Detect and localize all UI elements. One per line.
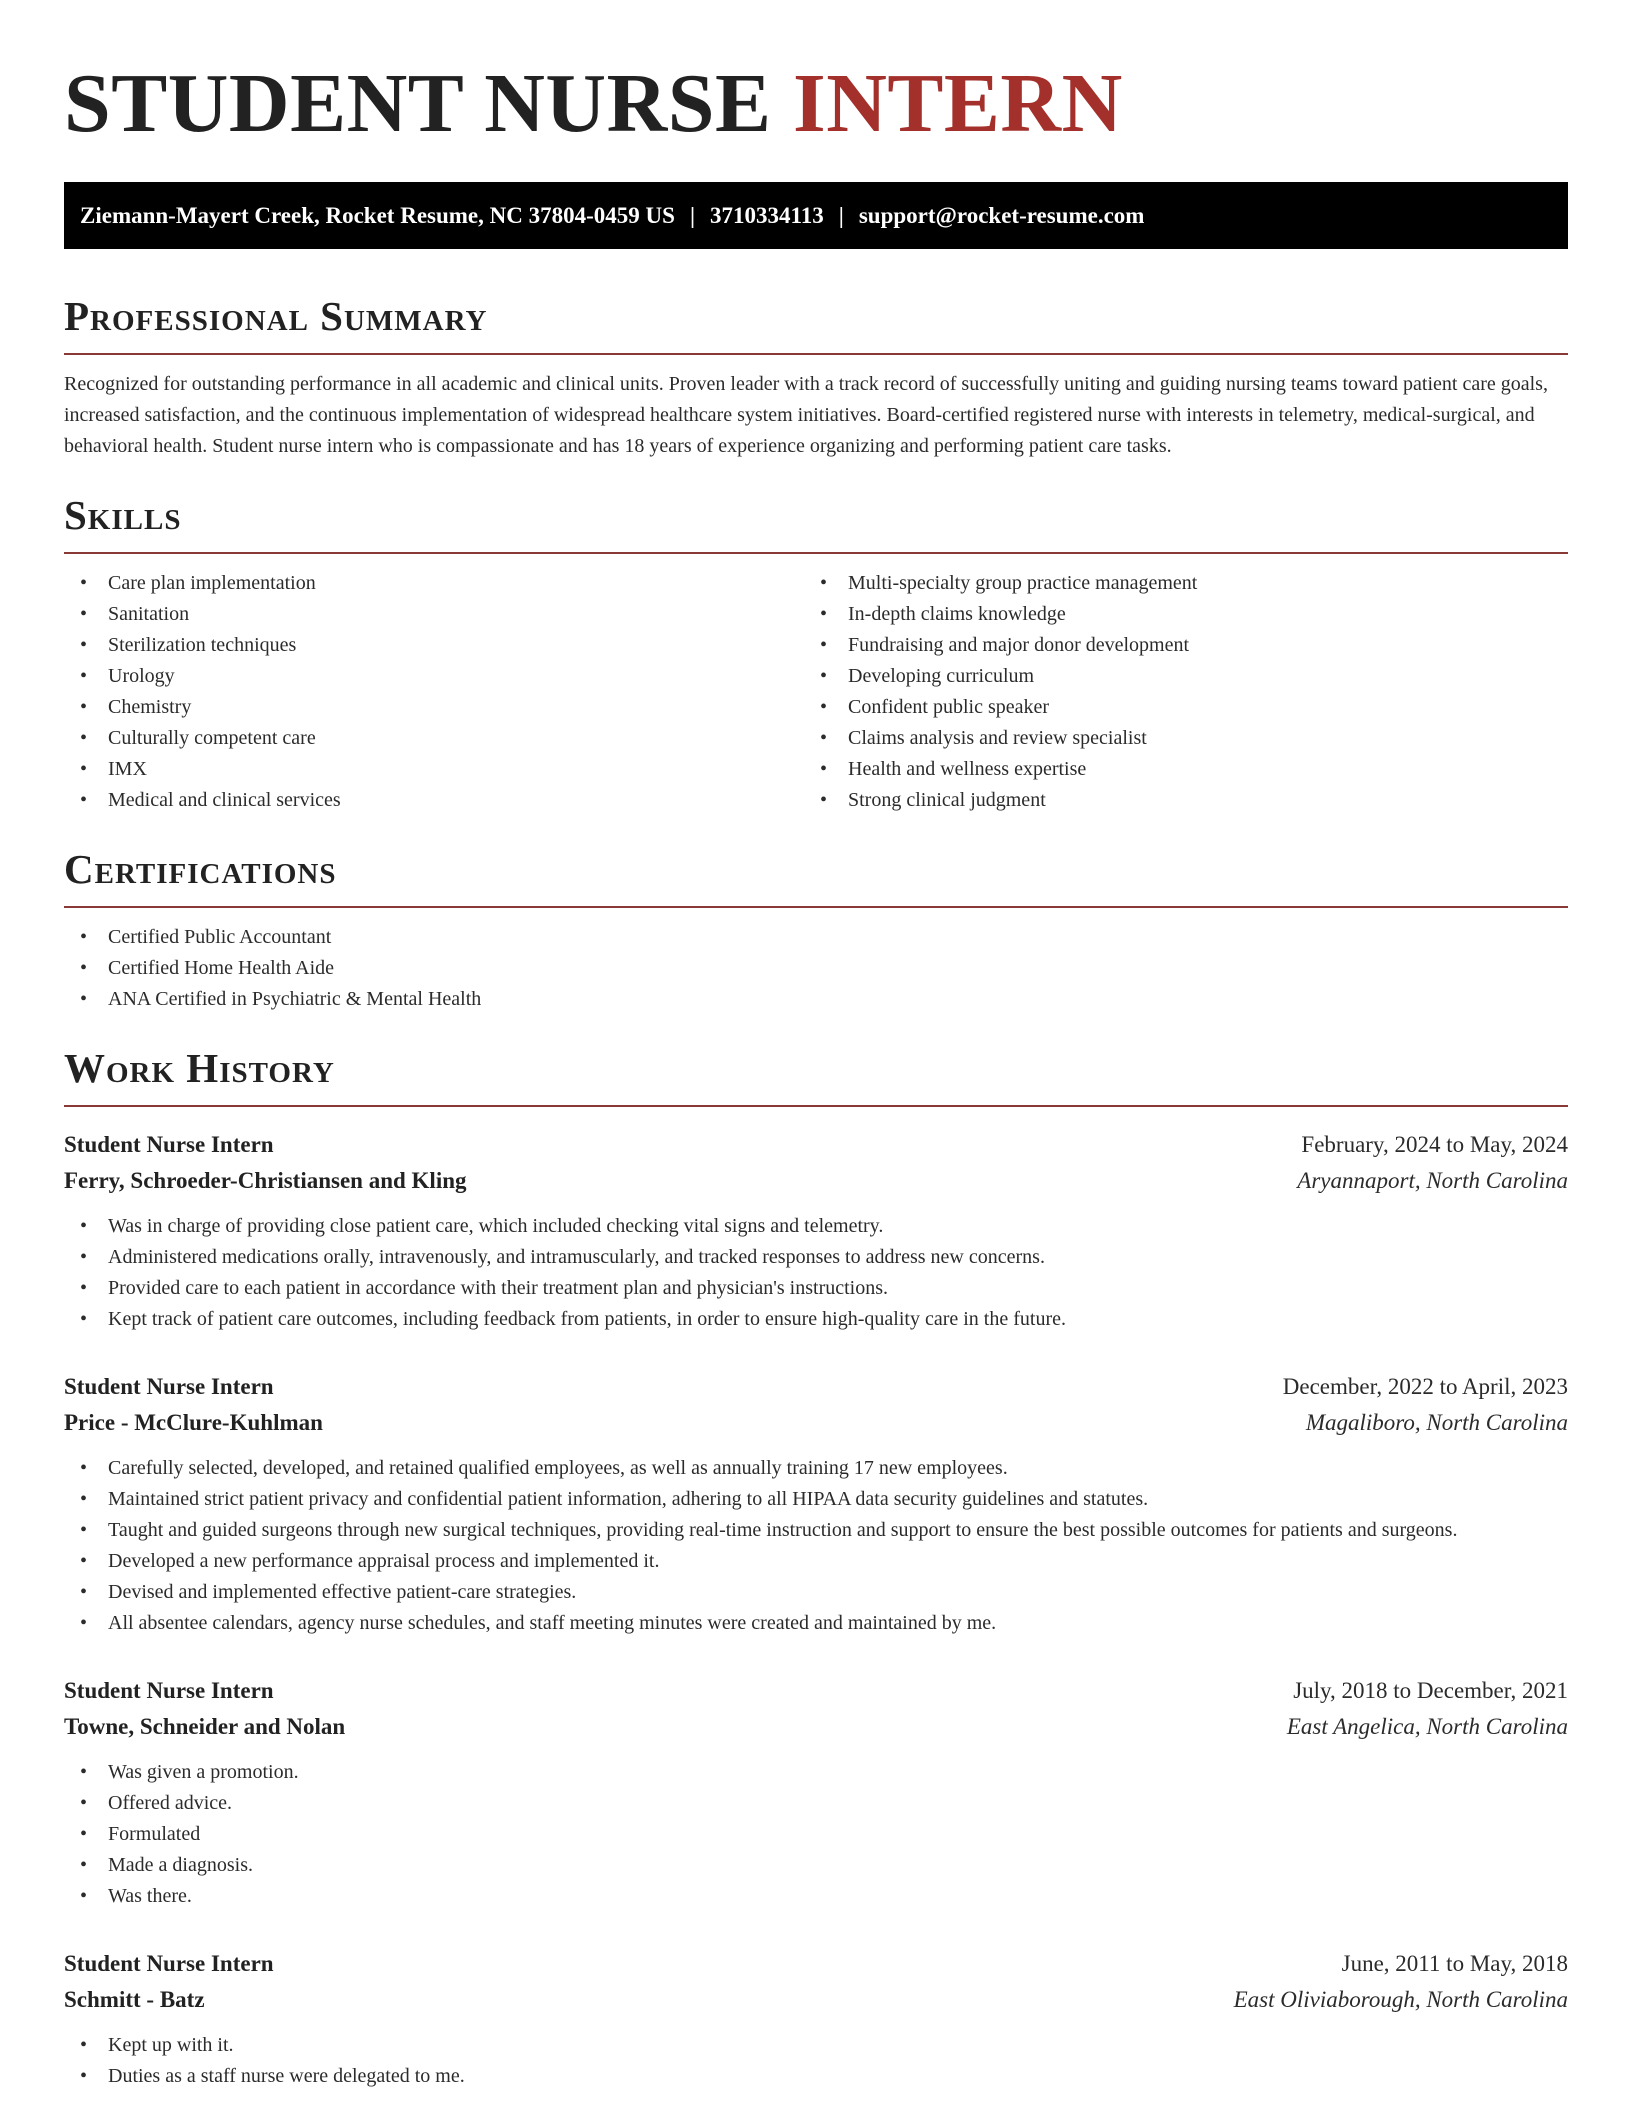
contact-bar bbox=[64, 182, 1568, 249]
job-title: Student Nurse Intern bbox=[64, 1678, 274, 1703]
skill-item: • Chemistry bbox=[64, 692, 804, 723]
job-entry bbox=[64, 1127, 1568, 1335]
job-duties-list bbox=[64, 2030, 1568, 2092]
resume-page bbox=[64, 0, 1568, 2092]
job-company-row bbox=[64, 1163, 1568, 1199]
contact-separator: | bbox=[689, 202, 696, 228]
skill-item: • Medical and clinical services bbox=[64, 785, 804, 816]
job-duties-list bbox=[64, 1211, 1568, 1335]
skill-item: • Multi-specialty group practice management bbox=[804, 568, 1544, 599]
certification-item: • Certified Home Health Aide bbox=[64, 953, 1568, 984]
job-duty-item: • Was there. bbox=[64, 1881, 1568, 1912]
job-company: Towne, Schneider and Nolan bbox=[64, 1714, 346, 1739]
job-company-row bbox=[64, 1982, 1568, 2018]
job-title: Student Nurse Intern bbox=[64, 1374, 274, 1399]
section-divider bbox=[64, 1105, 1568, 1107]
job-entry bbox=[64, 1946, 1568, 2092]
skill-item: • Care plan implementation bbox=[64, 568, 804, 599]
job-entry bbox=[64, 1673, 1568, 1912]
skill-item: • Confident public speaker bbox=[804, 692, 1544, 723]
job-header-row bbox=[64, 1369, 1568, 1405]
job-duty-item: • Developed a new performance appraisal process and implemented it. bbox=[64, 1546, 1568, 1577]
job-duty-item: • Was given a promotion. bbox=[64, 1757, 1568, 1788]
skills-section bbox=[64, 490, 1568, 816]
job-duty-item: • Maintained strict patient privacy and confidential patient information, adhering to all HIPAA data security guidelines and statutes. bbox=[64, 1484, 1568, 1515]
contact-address: Ziemann-Mayert Creek, Rocket Resume, NC 37804-0459 US bbox=[80, 202, 675, 228]
job-location: Aryannaport, North Carolina bbox=[1297, 1168, 1568, 1193]
skill-item: • Sterilization techniques bbox=[64, 630, 804, 661]
contact-phone: 3710334113 bbox=[710, 202, 824, 228]
job-duty-item: • Was in charge of providing close patient care, which included checking vital signs and telemetry. bbox=[64, 1211, 1568, 1242]
job-dates: February, 2024 to May, 2024 bbox=[1301, 1132, 1568, 1157]
certifications-section bbox=[64, 844, 1568, 1015]
job-location: Magaliboro, North Carolina bbox=[1305, 1410, 1568, 1435]
job-header-row bbox=[64, 1946, 1568, 1982]
section-divider bbox=[64, 353, 1568, 355]
certification-item: • ANA Certified in Psychiatric & Mental Health bbox=[64, 984, 1568, 1015]
job-company-row bbox=[64, 1709, 1568, 1745]
summary-text: Recognized for outstanding performance in all academic and clinical units. Proven leader with a track record of successfully uniting and guiding nursing teams toward patient care goals, increased satisfaction, and the continuous implementation of widespread healthcare system initiatives. Board-certified registered nurse with interests in telemetry, medical-surgical, and behavioral health. Student nurse intern who is compassionate and has 18 years of experience organizing and performing patient care tasks. bbox=[64, 373, 1548, 457]
job-duty-item: • Duties as a staff nurse were delegated to me. bbox=[64, 2061, 1568, 2092]
job-location: East Oliviaborough, North Carolina bbox=[1233, 1987, 1568, 2012]
job-duty-item: • Made a diagnosis. bbox=[64, 1850, 1568, 1881]
job-duties-list bbox=[64, 1453, 1568, 1639]
skill-item: • In-depth claims knowledge bbox=[804, 599, 1544, 630]
job-duty-item: • Kept track of patient care outcomes, including feedback from patients, in order to ensure high-quality care in the future. bbox=[64, 1304, 1568, 1335]
job-entry bbox=[64, 1369, 1568, 1639]
job-dates: December, 2022 to April, 2023 bbox=[1282, 1374, 1568, 1399]
skill-item: • Sanitation bbox=[64, 599, 804, 630]
skills-columns bbox=[64, 568, 1568, 816]
skill-item: • Fundraising and major donor development bbox=[804, 630, 1544, 661]
work-history-heading: Work History bbox=[64, 1045, 335, 1091]
job-duty-item: • All absentee calendars, agency nurse schedules, and staff meeting minutes were created and maintained by me. bbox=[64, 1608, 1568, 1639]
job-duty-item: • Kept up with it. bbox=[64, 2030, 1568, 2061]
skill-item: • Health and wellness expertise bbox=[804, 754, 1544, 785]
contact-separator: | bbox=[838, 202, 844, 228]
job-company: Ferry, Schroeder-Christiansen and Kling bbox=[64, 1168, 467, 1193]
skill-item: • IMX bbox=[64, 754, 804, 785]
job-company-row bbox=[64, 1405, 1568, 1441]
job-duty-item: • Formulated bbox=[64, 1819, 1568, 1850]
title-accent: INTERN bbox=[793, 57, 1123, 150]
skill-item: • Strong clinical judgment bbox=[804, 785, 1544, 816]
skill-item: • Culturally competent care bbox=[64, 723, 804, 754]
job-duty-item: • Administered medications orally, intravenously, and intramuscularly, and tracked responses to address new concerns. bbox=[64, 1242, 1568, 1273]
job-dates: July, 2018 to December, 2021 bbox=[1293, 1678, 1568, 1703]
job-duty-item: • Provided care to each patient in accordance with their treatment plan and physician's instructions. bbox=[64, 1273, 1568, 1304]
work-history-section bbox=[64, 1043, 1568, 2092]
job-dates: June, 2011 to May, 2018 bbox=[1341, 1951, 1568, 1976]
certifications-heading: Certifications bbox=[64, 846, 337, 892]
contact-email: support@rocket-resume.com bbox=[858, 202, 1145, 228]
resume-title bbox=[64, 56, 1568, 152]
skills-list-left bbox=[64, 568, 804, 816]
certifications-list bbox=[64, 922, 1568, 1015]
job-location: East Angelica, North Carolina bbox=[1286, 1714, 1568, 1739]
skills-heading: Skills bbox=[64, 492, 182, 538]
skill-item: • Urology bbox=[64, 661, 804, 692]
certification-item: • Certified Public Accountant bbox=[64, 922, 1568, 953]
job-header-row bbox=[64, 1127, 1568, 1163]
job-duty-item: • Offered advice. bbox=[64, 1788, 1568, 1819]
job-header-row bbox=[64, 1673, 1568, 1709]
job-title: Student Nurse Intern bbox=[64, 1132, 274, 1157]
job-company: Schmitt - Batz bbox=[64, 1987, 205, 2012]
section-divider bbox=[64, 552, 1568, 554]
job-duties-list bbox=[64, 1757, 1568, 1912]
skill-item: • Claims analysis and review specialist bbox=[804, 723, 1544, 754]
job-title: Student Nurse Intern bbox=[64, 1951, 274, 1976]
title-main: STUDENT NURSE bbox=[64, 57, 772, 150]
job-duty-item: • Carefully selected, developed, and retained qualified employees, as well as annually training 17 new employees. bbox=[64, 1453, 1568, 1484]
section-divider bbox=[64, 906, 1568, 908]
jobs-container bbox=[64, 1127, 1568, 2092]
job-company: Price - McClure-Kuhlman bbox=[64, 1410, 323, 1435]
job-duty-item: • Devised and implemented effective patient-care strategies. bbox=[64, 1577, 1568, 1608]
skills-list-right bbox=[804, 568, 1544, 816]
job-duty-item: • Taught and guided surgeons through new surgical techniques, providing real-time instruction and support to ensure the best possible outcomes for patients and surgeons. bbox=[64, 1515, 1568, 1546]
summary-heading: Professional Summary bbox=[64, 293, 488, 339]
skill-item: • Developing curriculum bbox=[804, 661, 1544, 692]
